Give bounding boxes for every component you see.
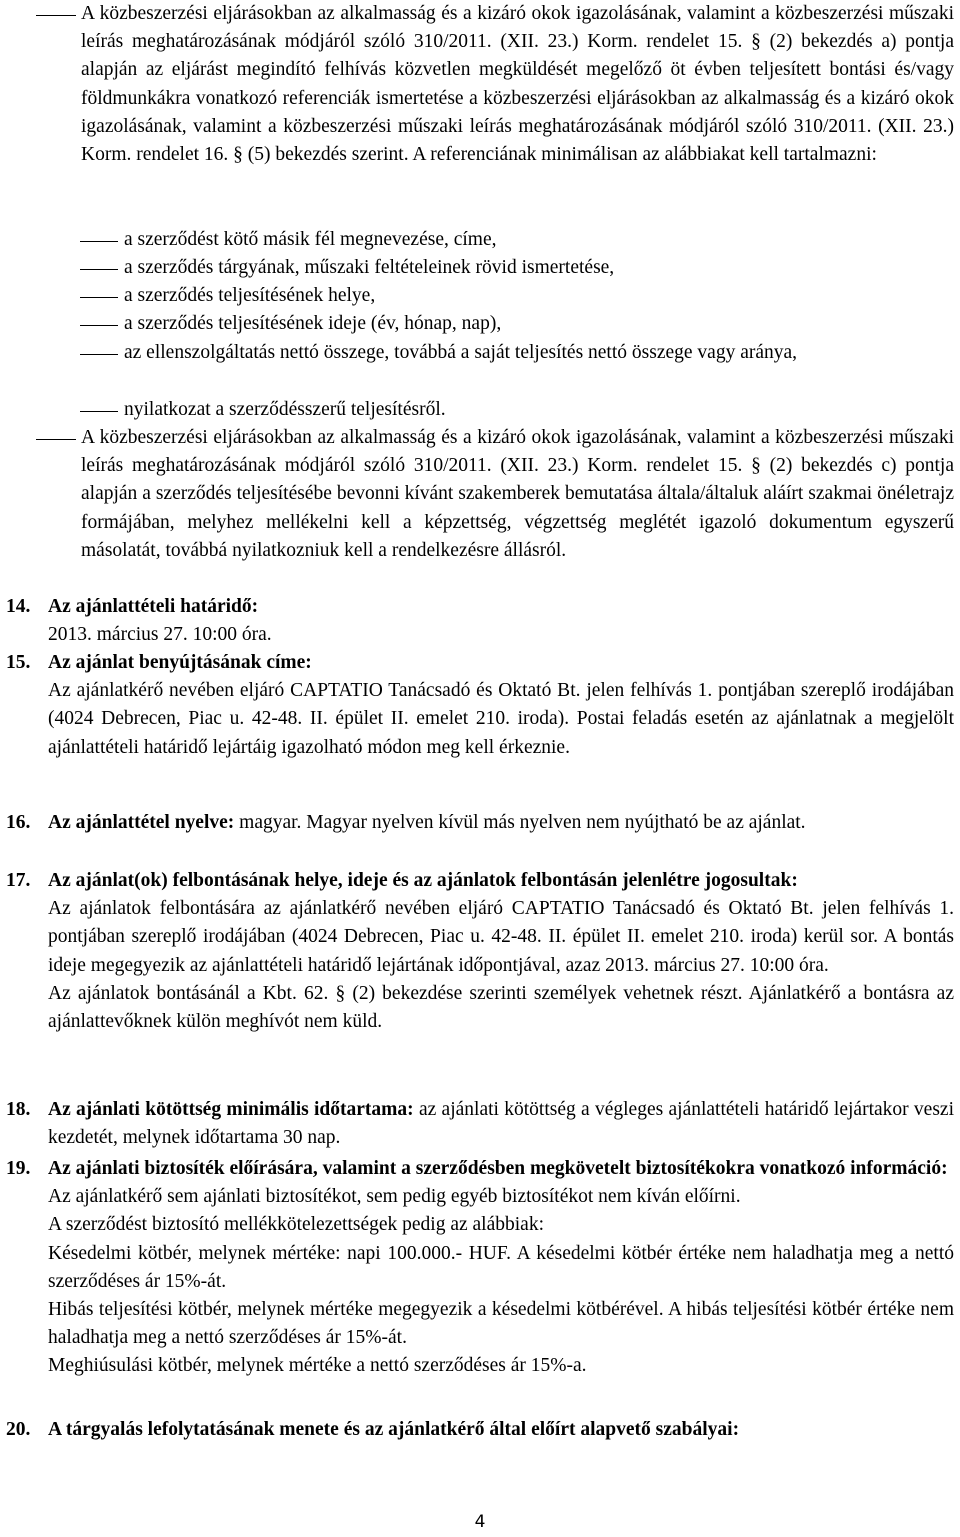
section-title: A tárgyalás lefolytatásának menete és az ajánlatkérő által előírt alapvető szabályai: — [48, 1419, 740, 1440]
section-title: Az ajánlati kötöttség minimális időtartama: — [48, 1099, 414, 1120]
page-number: 4 — [474, 1512, 486, 1532]
sub-bullet-item — [80, 254, 954, 282]
sub-bullet-item — [80, 226, 954, 254]
section-title: Az ajánlattétel nyelve: — [48, 812, 235, 833]
section-14 — [6, 593, 954, 649]
sub-bullet-text: nyilatkozat a szerződésszerű teljesítésről. — [124, 399, 446, 420]
section-title: Az ajánlati biztosíték előírására, valamint a szerződésben megkövetelt biztosítékokra vonatkozó információ: — [48, 1158, 948, 1179]
section-19 — [6, 1155, 954, 1381]
section-paragraph: Az ajánlatkérő sem ajánlati biztosítékot, sem pedig egyéb biztosítékot nem kíván előírni. — [48, 1186, 741, 1208]
sub-bullet-item — [80, 339, 954, 367]
section-paragraph: Az ajánlatok bontásánál a Kbt. 62. § (2) bekezdése szerinti személyek vehetnek részt. Ajánlatkérő a bontásra az ajánlattevőknek külön meghívót nem küld. — [48, 982, 954, 1033]
section-title: Az ajánlat(ok) felbontásának helye, ideje és az ajánlatok felbontásán jelenlétre jogosultak: — [48, 870, 798, 891]
section-text: az ajánlati kötöttség a végleges ajánlattételi határidő lejártakor veszi kezdetét, melynek időtartama 30 nap. — [48, 1099, 954, 1149]
sub-bullet-text: a szerződést kötő másik fél megnevezése, címe, — [124, 229, 497, 250]
section-paragraph: Meghiúsulási kötbér, melynek mértéke a nettó szerződéses ár 15%-a. — [48, 1355, 587, 1377]
section-paragraph: Az ajánlatok felbontására az ajánlatkérő nevében eljáró CAPTATIO Tanácsadó és Oktató Bt. jelen felhívás 1. pontjában szereplő irodájában (4024 Debrecen, Piac u. 42-48. II. épület II. emelet 210. iroda) kerül sor. A bontás ideje megegyezik az ajánlattételi határidő lejártának időpontjával, azaz 2013. március 27. 10:00 óra. — [48, 898, 954, 976]
section-number: 15. — [6, 652, 31, 673]
sub-bullet-item — [80, 310, 954, 338]
bullet-text: A közbeszerzési eljárásokban az alkalmasság és a kizáró okok igazolásának, valamint a közbeszerzési műszaki leírás meghatározásának módjáról szóló 310/2011. (XII. 23.) Korm. rendelet 15. § (2) bekezdés c) pontja alapján a szerződés teljesítésébe bevonni kívánt szakemberek bemutatása általa/általuk aláírt szakmai önéletrajz formájában, melyhez mellékelni kell a képzettség, végzettség meglétét igazoló dokumentum egyszerű másolatát, továbbá nyilatkozniuk kell a rendelkezésre állásról. — [81, 427, 954, 561]
section-title: Az ajánlattételi határidő: — [48, 596, 259, 617]
section-text: 2013. március 27. 10:00 óra. — [48, 624, 272, 646]
section-number: 14. — [6, 596, 31, 617]
sub-bullet-text: az ellenszolgáltatás nettó összege, továbbá a saját teljesítés nettó összege vagy aránya, — [124, 342, 798, 363]
section-18 — [6, 1096, 954, 1152]
section-number: 16. — [6, 812, 31, 833]
sub-bullet-text: a szerződés tárgyának, műszaki feltételeinek rövid ismertetése, — [124, 257, 615, 278]
sub-bullet-item — [80, 396, 954, 424]
section-paragraph: Hibás teljesítési kötbér, melynek mértéke megegyezik a késedelmi kötbérével. A hibás teljesítési kötbér értéke nem haladhatja meg a nettó szerződéses ár 15%-át. — [48, 1299, 954, 1349]
bullet-text: A közbeszerzési eljárásokban az alkalmasság és a kizáró okok igazolásának, valamint a közbeszerzési műszaki leírás meghatározásának módjáról szóló 310/2011. (XII. 23.) Korm. rendelet 15. § (2) bekezdés a) pontja alapján az eljárást megindító felhívás közvetlen megküldését megelőző öt évben teljesített bontási és/vagy földmunkákra vonatkozó referenciák ismertetése a közbeszerzési eljárásokban az alkalmasság és a kizáró okok igazolásának, valamint a közbeszerzési műszaki leírás meghatározásának módjáról szóló 310/2011. (XII. 23.) Korm. rendelet 16. § (5) bekezdés szerint. A referenciának minimálisan az alábbiakat kell tartalmazni: — [81, 3, 954, 166]
section-number: 17. — [6, 870, 31, 891]
section-text: magyar. Magyar nyelven kívül más nyelven nem nyújtható be az ajánlat. — [234, 812, 806, 833]
section-17 — [6, 867, 954, 1036]
section-number: 20. — [6, 1419, 31, 1440]
section-number: 19. — [6, 1158, 31, 1179]
sub-bullet-text: a szerződés teljesítésének ideje (év, hónap, nap), — [124, 313, 502, 334]
section-number: 18. — [6, 1099, 31, 1120]
section-paragraph: A szerződést biztosító mellékkötelezettségek pedig az alábbiak: — [48, 1214, 544, 1236]
bullet-item — [36, 424, 954, 565]
bullet-item — [36, 0, 954, 169]
section-16 — [6, 809, 954, 837]
section-15 — [6, 649, 954, 762]
section-paragraph: Késedelmi kötbér, melynek mértéke: napi 100.000.- HUF. A késedelmi kötbér értéke nem haladhatja meg a nettó szerződéses ár 15%-át. — [48, 1242, 954, 1292]
sub-bullet-item — [80, 282, 954, 310]
section-20 — [6, 1416, 954, 1444]
section-title: Az ajánlat benyújtásának címe: — [48, 652, 312, 673]
sub-bullet-text: a szerződés teljesítésének helye, — [124, 285, 376, 306]
section-text: Az ajánlatkérő nevében eljáró CAPTATIO Tanácsadó és Oktató Bt. jelen felhívás 1. pontjában szereplő irodájában (4024 Debrecen, Piac u. 42-48. II. épület II. emelet 210. iroda). Postai feladás esetén az ajánlatnak a megjelölt ajánlattételi határidő lejártáig igazolható módon meg kell érkeznie. — [48, 680, 954, 758]
